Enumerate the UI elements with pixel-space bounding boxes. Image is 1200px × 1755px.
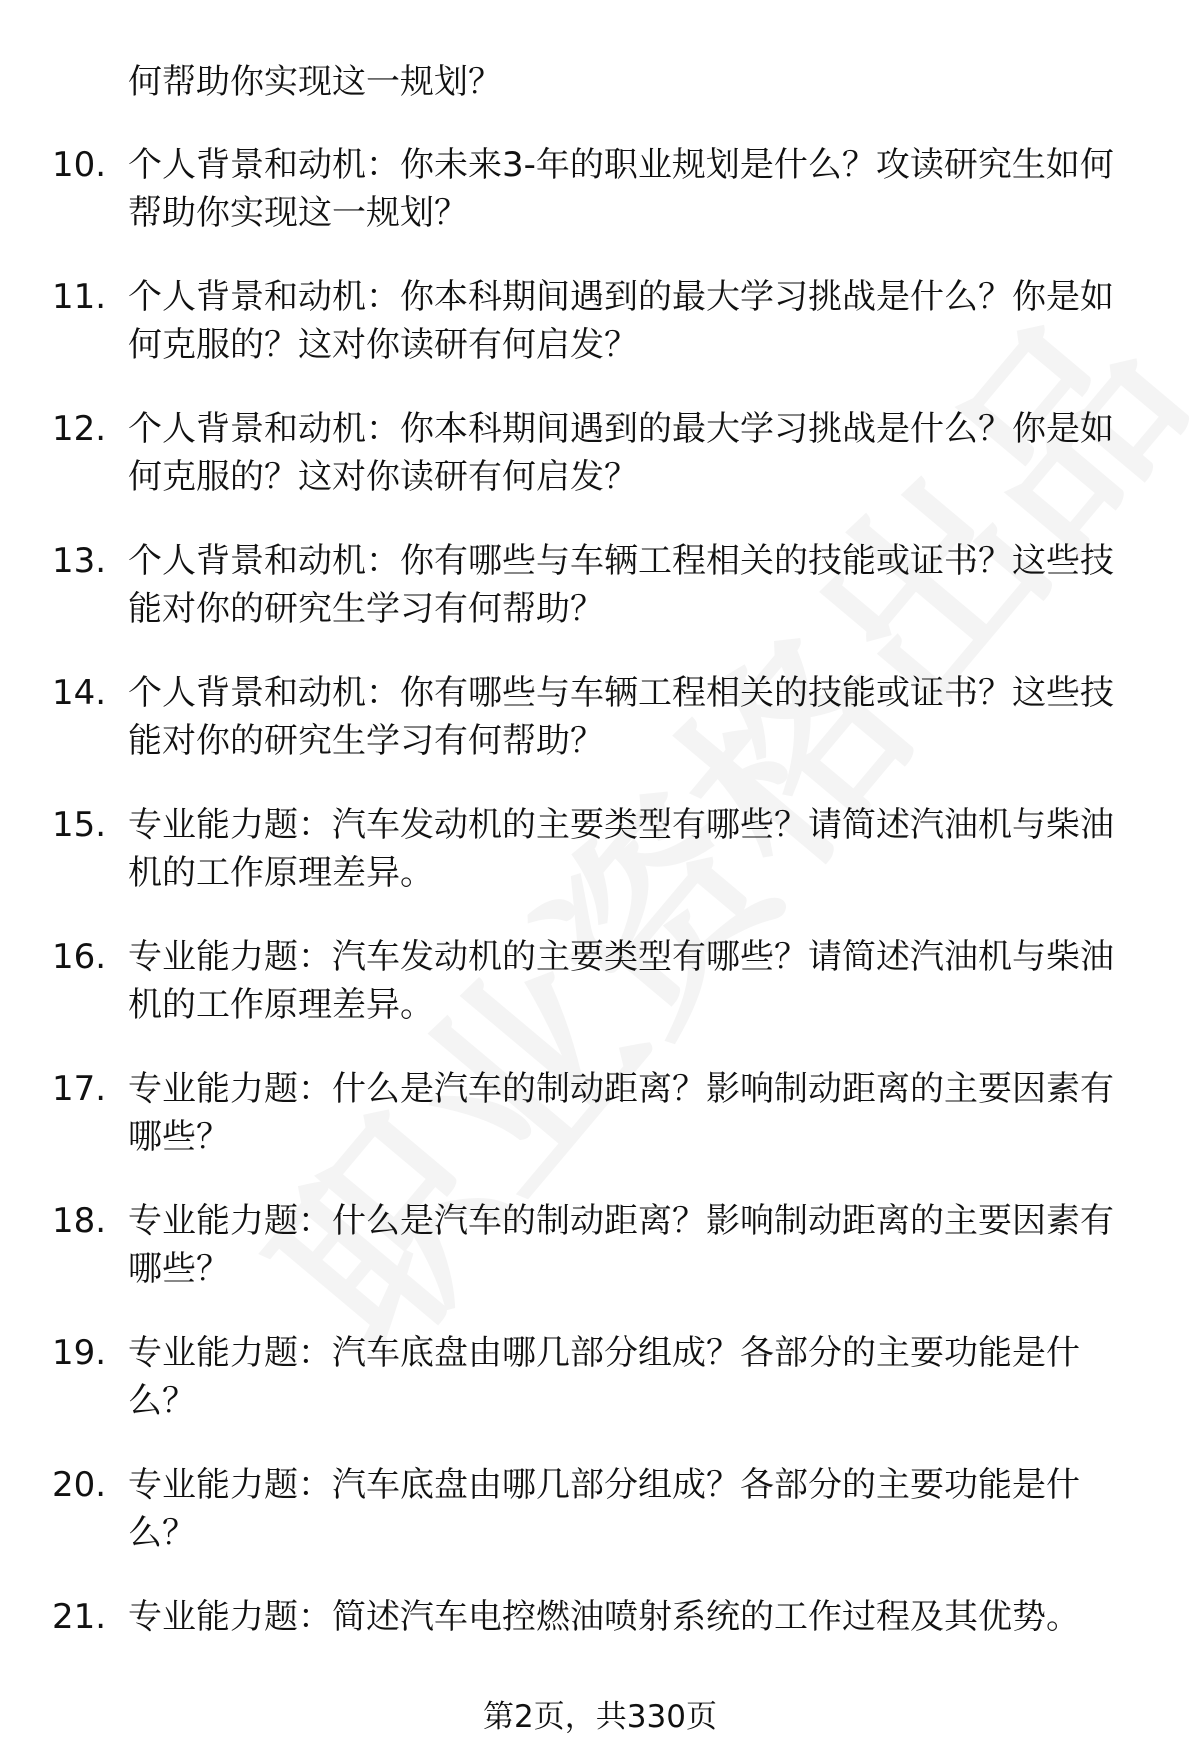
question-item — [0, 273, 1200, 405]
question-number: 11. — [52, 277, 107, 317]
question-number: 17. — [52, 1069, 107, 1109]
question-list — [0, 141, 1200, 1725]
question-item — [0, 801, 1200, 933]
question-number: 16. — [52, 937, 107, 977]
question-number: 10. — [52, 145, 107, 185]
question-item — [0, 537, 1200, 669]
question-number: 13. — [52, 541, 107, 581]
question-item — [0, 405, 1200, 537]
question-text: 专业能力题：汽车底盘由哪几部分组成？各部分的主要功能是什么？ — [128, 1333, 1080, 1421]
question-number: 21. — [52, 1597, 107, 1637]
question-text: 个人背景和动机：你本科期间遇到的最大学习挑战是什么？你是如何克服的？这对你读研有何启发？ — [128, 277, 1114, 365]
question-text: 个人背景和动机：你有哪些与车辆工程相关的技能或证书？这些技能对你的研究生学习有何帮助？ — [128, 541, 1114, 629]
question-text: 个人背景和动机：你本科期间遇到的最大学习挑战是什么？你是如何克服的？这对你读研有何启发？ — [128, 409, 1114, 497]
question-number: 19. — [52, 1333, 107, 1373]
question-item — [0, 1329, 1200, 1461]
question-text: 个人背景和动机：你有哪些与车辆工程相关的技能或证书？这些技能对你的研究生学习有何帮助？ — [128, 673, 1114, 761]
continuation-text: 何帮助你实现这一规划？ — [128, 62, 502, 102]
question-text: 专业能力题：什么是汽车的制动距离？影响制动距离的主要因素有哪些？ — [128, 1069, 1114, 1157]
question-item — [0, 1461, 1200, 1593]
question-number: 14. — [52, 673, 107, 713]
question-number: 20. — [52, 1465, 107, 1505]
question-item — [0, 141, 1200, 273]
question-item — [0, 669, 1200, 801]
question-number: 12. — [52, 409, 107, 449]
page-footer: 第2页，共330页 — [483, 1699, 717, 1735]
question-item — [0, 1197, 1200, 1329]
question-text: 专业能力题：汽车发动机的主要类型有哪些？请简述汽油机与柴油机的工作原理差异。 — [128, 937, 1114, 1025]
question-item — [0, 933, 1200, 1065]
question-text: 个人背景和动机：你未来3-年的职业规划是什么？攻读研究生如何帮助你实现这一规划？ — [128, 145, 1114, 233]
question-number: 15. — [52, 805, 107, 845]
question-number: 18. — [52, 1201, 107, 1241]
question-item — [0, 1065, 1200, 1197]
question-text: 专业能力题：简述汽车电控燃油喷射系统的工作过程及其优势。 — [128, 1597, 1080, 1637]
question-text: 专业能力题：什么是汽车的制动距离？影响制动距离的主要因素有哪些？ — [128, 1201, 1114, 1289]
question-text: 专业能力题：汽车发动机的主要类型有哪些？请简述汽油机与柴油机的工作原理差异。 — [128, 805, 1114, 893]
question-text: 专业能力题：汽车底盘由哪几部分组成？各部分的主要功能是什么？ — [128, 1465, 1080, 1553]
